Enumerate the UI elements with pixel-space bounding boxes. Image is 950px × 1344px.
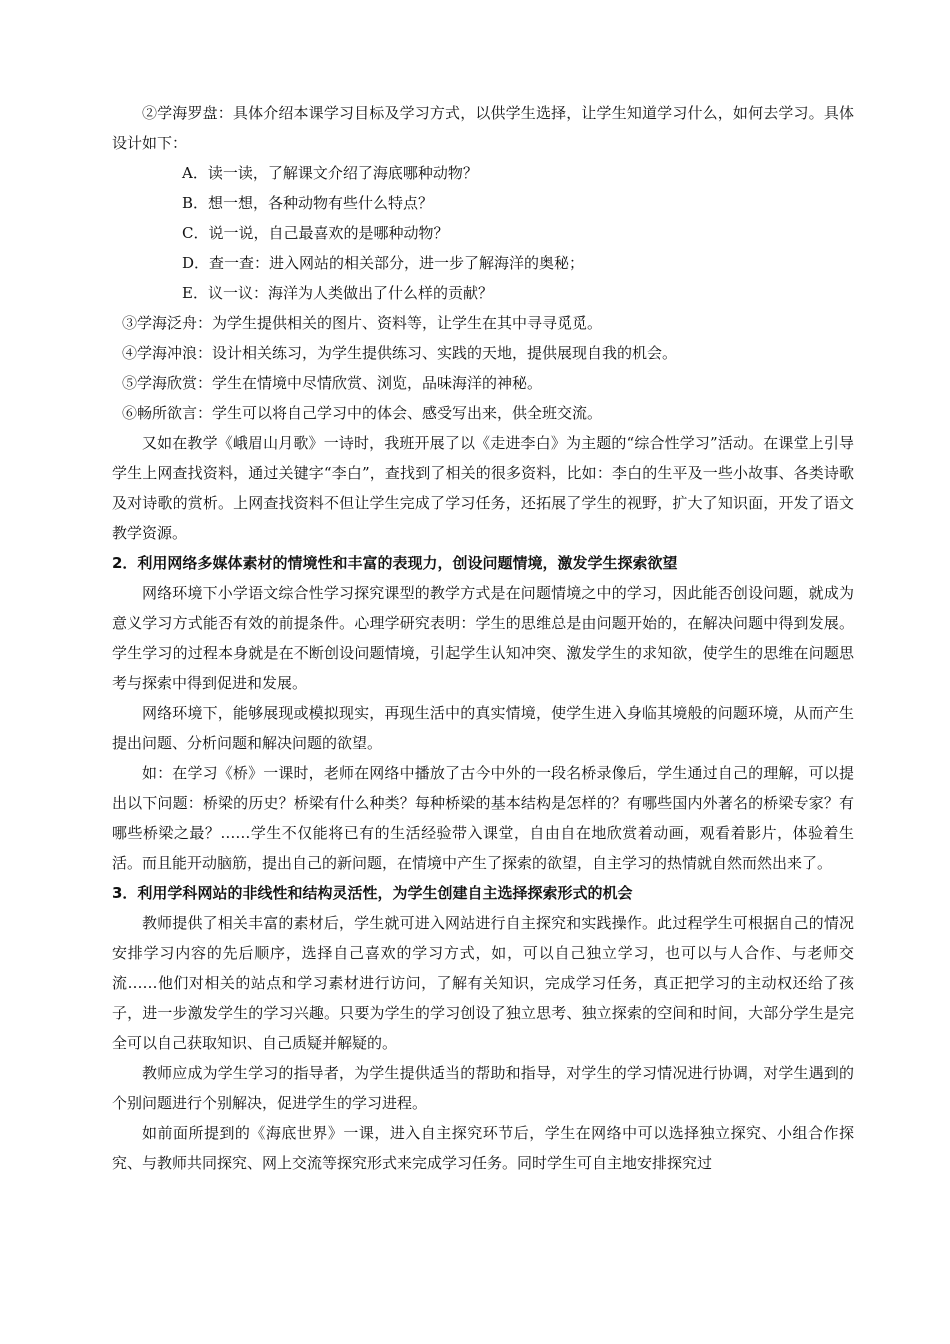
paragraph-learning-appreciation: ⑤学海欣赏：学生在情境中尽情欣赏、浏览，品味海洋的神秘。	[122, 374, 543, 392]
list-item-a: A．读一读，了解课文介绍了海底哪种动物？	[182, 164, 478, 182]
paragraph-free-speech: ⑥畅所欲言：学生可以将自己学习中的体会、感受写出来，供全班交流。	[122, 404, 603, 422]
paragraph-network-reality: 网络环境下，能够展现或模拟现实，再现生活中的真实情境，使学生进入身临其境般的问题环境，从而产生提出问题、分析问题和解决问题的欲望。	[112, 704, 854, 752]
paragraph-learning-surfing: ④学海冲浪：设计相关练习，为学生提供练习、实践的天地，提供展现自我的机会。	[122, 344, 678, 362]
section-heading-3: 3．利用学科网站的非线性和结构灵活性，为学生创建自主选择探索形式的机会	[112, 884, 633, 902]
paragraph-teacher-guide: 教师应成为学生学习的指导者，为学生提供适当的帮助和指导，对学生的学习情况进行协调，对学生遇到的个别问题进行个别解决，促进学生的学习进程。	[112, 1064, 854, 1112]
paragraph-learning-boating: ③学海泛舟：为学生提供相关的图片、资料等，让学生在其中寻寻觅觅。	[122, 314, 603, 332]
paragraph-undersea-world-example: 如前面所提到的《海底世界》一课，进入自主探究环节后，学生在网络中可以选择独立探究、小组合作探究、与教师共同探究、网上交流等探究形式来完成学习任务。同时学生可自主地安排探究过	[112, 1124, 854, 1172]
section-heading-2: 2．利用网络多媒体素材的情境性和丰富的表现力，创设问题情境，激发学生探索欲望	[112, 554, 678, 572]
list-item-c: C．说一说，自己最喜欢的是哪种动物？	[182, 224, 449, 242]
paragraph-li-bai-example: 又如在教学《峨眉山月歌》一诗时，我班开展了以《走进李白》为主题的“综合性学习”活动。在课堂上引导学生上网查找资料，通过关键字“李白”，查找到了相关的很多资料，比如：李白的生平及一些小故事、各类诗歌及对诗歌的赏析。上网查找资料不但让学生完成了学习任务，还拓展了学生的视野，扩大了知识面，开发了语文教学资源。	[112, 434, 854, 542]
paragraph-bridge-example: 如：在学习《桥》一课时，老师在网络中播放了古今中外的一段名桥录像后，学生通过自己的理解，可以提出以下问题：桥梁的历史？桥梁有什么种类？每种桥梁的基本结构是怎样的？有哪些国内外著名的桥梁专家？有哪些桥梁之最？……学生不仅能将已有的生活经验带入课堂，自由自在地欣赏着动画，观看着影片，体验着生活。而且能开动脑筋，提出自己的新问题，在情境中产生了探索的欲望，自主学习的热情就自然而然出来了。	[112, 764, 854, 872]
list-item-e: E．议一议：海洋为人类做出了什么样的贡献？	[182, 284, 493, 302]
list-item-d: D．查一查：进入网站的相关部分，进一步了解海洋的奥秘；	[182, 254, 585, 272]
list-item-b: B．想一想，各种动物有些什么特点？	[182, 194, 434, 212]
paragraph-problem-situation: 网络环境下小学语文综合性学习探究课型的教学方式是在问题情境之中的学习，因此能否创设问题，就成为意义学习方式能否有效的前提条件。心理学研究表明：学生的思维总是由问题开始的，在解决问题中得到发展。学生学习的过程本身就是在不断创设问题情境，引起学生认知冲突、激发学生的求知欲，使学生的思维在问题思考与探索中得到促进和发展。	[112, 584, 854, 692]
paragraph-autonomous-exploration: 教师提供了相关丰富的素材后，学生就可进入网站进行自主探究和实践操作。此过程学生可根据自己的情况安排学习内容的先后顺序，选择自己喜欢的学习方式，如，可以自己独立学习，也可以与人合作、与老师交流……他们对相关的站点和学习素材进行访问，了解有关知识，完成学习任务，真正把学习的主动权还给了孩子，进一步激发学生的学习兴趣。只要为学生的学习创设了独立思考、独立探索的空间和时间，大部分学生是完全可以自己获取知识、自己质疑并解疑的。	[112, 914, 854, 1052]
document-body	[112, 98, 854, 1178]
paragraph-learning-compass: ②学海罗盘：具体介绍本课学习目标及学习方式，以供学生选择，让学生知道学习什么，如何去学习。具体设计如下：	[112, 104, 854, 152]
